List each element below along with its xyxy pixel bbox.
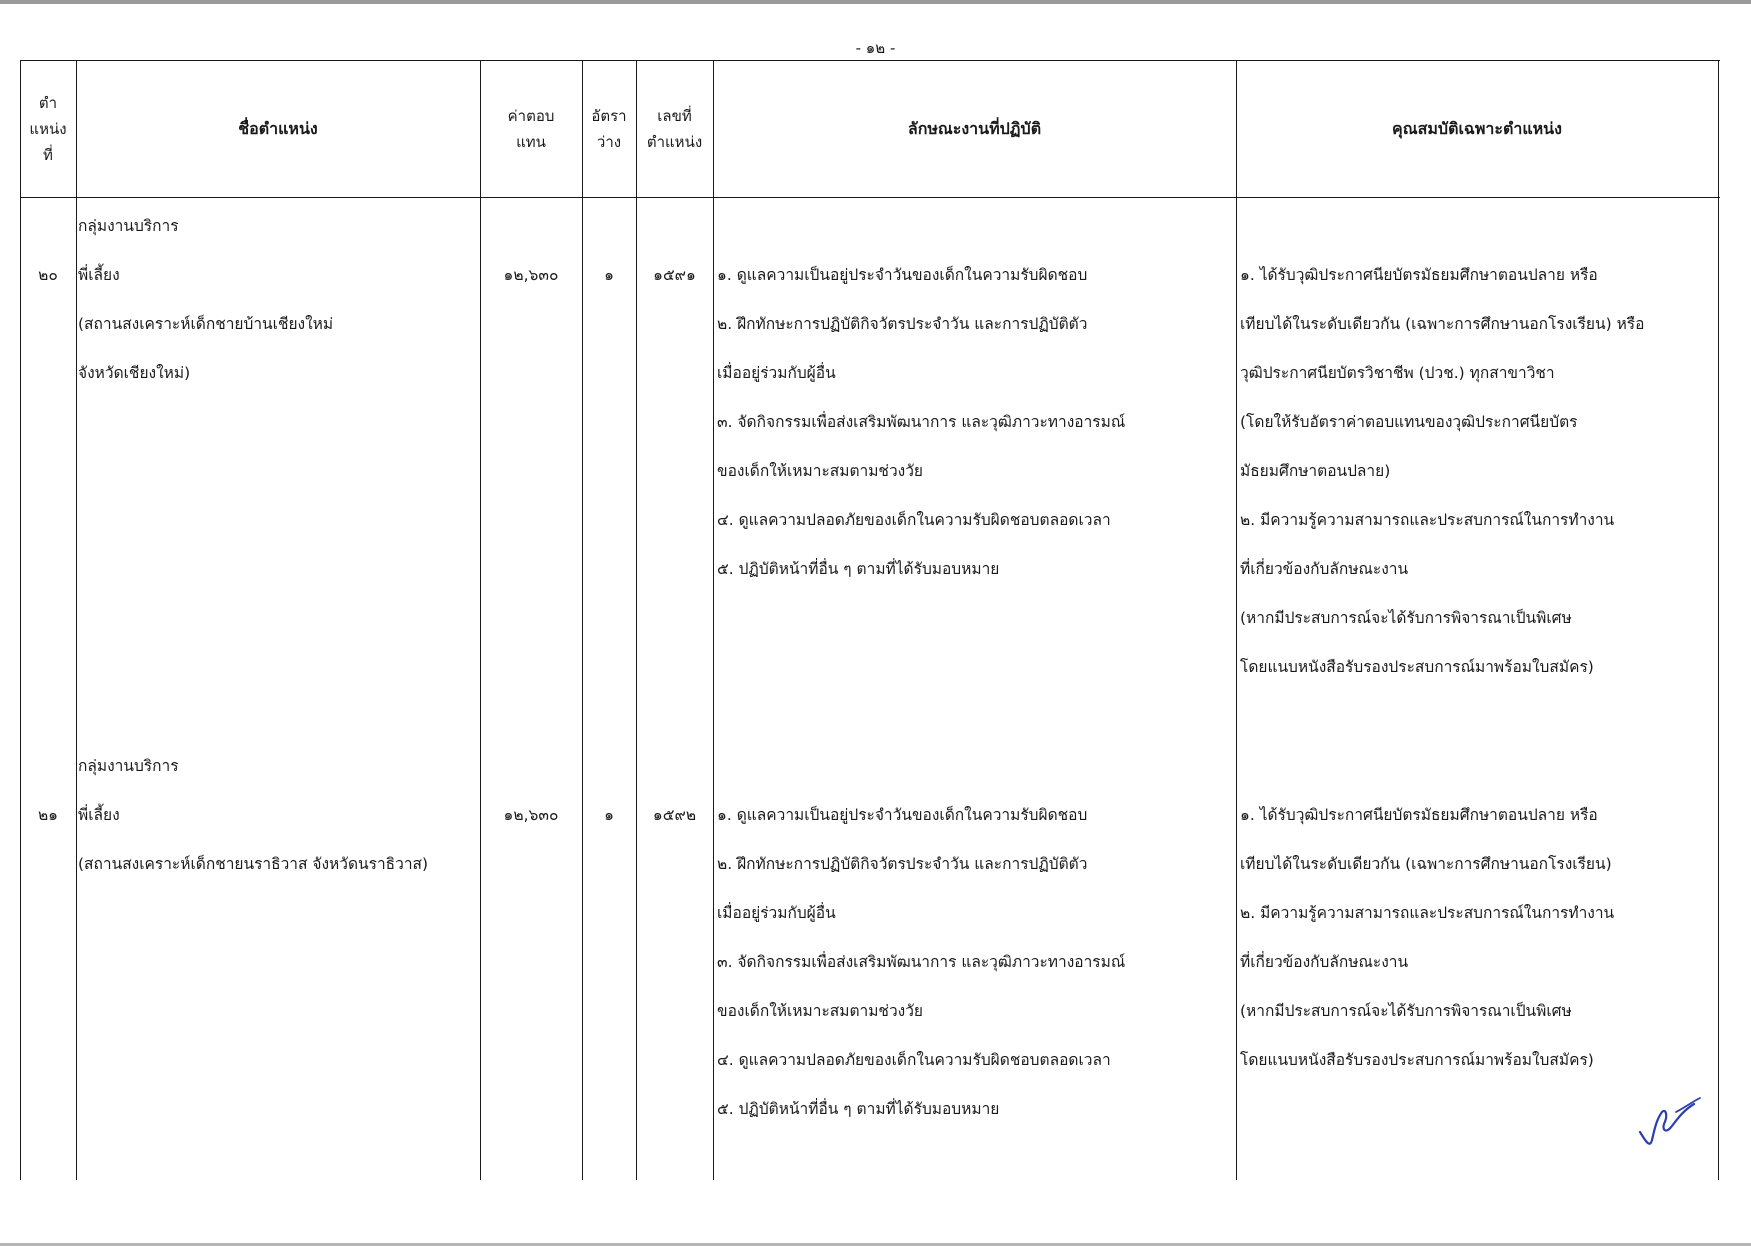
qualification-item: โดยแนบหนังสือรับรองประสบการณ์มาพร้อมใบสมัคร) xyxy=(1240,658,1594,676)
header-pay-line: แทน xyxy=(516,132,546,151)
header-pay xyxy=(480,60,582,197)
position-title: พี่เลี้ยง xyxy=(78,806,120,824)
header-divider xyxy=(20,197,1720,198)
duty-item: ๓. จัดกิจกรรมเพื่อส่งเสริมพัฒนาการ และวุฒิภาวะทางอารมณ์ xyxy=(717,953,1126,971)
duty-item: เมื่ออยู่ร่วมกับผู้อื่น xyxy=(717,904,836,922)
pay-amount: ๑๒,๖๓๐ xyxy=(503,806,559,824)
header-pay-line: ค่าตอบ xyxy=(507,106,555,125)
duty-item: ของเด็กให้เหมาะสมตามช่วงวัย xyxy=(717,462,924,480)
duty-item: ๒. ฝึกทักษะการปฏิบัติกิจวัตรประจำวัน และการปฏิบัติตัว xyxy=(717,315,1088,333)
duty-item: ๑. ดูแลความเป็นอยู่ประจำวันของเด็กในความรับผิดชอบ xyxy=(717,266,1088,284)
duty-item: ของเด็กให้เหมาะสมตามช่วงวัย xyxy=(717,1002,924,1020)
duty-item: ๕. ปฏิบัติหน้าที่อื่น ๆ ตามที่ได้รับมอบหมาย xyxy=(717,560,1000,578)
qualification-item: (โดยให้รับอัตราค่าตอบแทนของวุฒิประกาศนียบัตร xyxy=(1240,413,1578,431)
vacancy-count: ๑ xyxy=(604,806,614,824)
header-duties xyxy=(713,60,1236,197)
header-position-id-line: เลขที่ xyxy=(657,106,692,125)
header-vacancy-line: ว่าง xyxy=(596,132,622,151)
duty-item: ๒. ฝึกทักษะการปฏิบัติกิจวัตรประจำวัน และการปฏิบัติตัว xyxy=(717,855,1088,873)
header-position-id xyxy=(636,60,713,197)
position-title: พี่เลี้ยง xyxy=(78,266,120,284)
header-position-no-line: ที่ xyxy=(43,145,53,164)
qualification-item: มัธยมศึกษาตอนปลาย) xyxy=(1240,462,1391,480)
job-group: กลุ่มงานบริการ xyxy=(78,217,179,235)
header-position-no-line: ตำ xyxy=(38,93,58,112)
qualification-item: ๑. ได้รับวุฒิประกาศนียบัตรมัธยมศึกษาตอนปลาย หรือ xyxy=(1240,266,1598,284)
qualification-item: เทียบได้ในระดับเดียวกัน (เฉพาะการศึกษานอกโรงเรียน) หรือ xyxy=(1240,315,1645,333)
qualification-item: เทียบได้ในระดับเดียวกัน (เฉพาะการศึกษานอกโรงเรียน) xyxy=(1240,855,1612,873)
pay-amount: ๑๒,๖๓๐ xyxy=(503,266,559,284)
qualification-item: วุฒิประกาศนียบัตรวิชาชีพ (ปวช.) ทุกสาขาวิชา xyxy=(1240,364,1555,382)
duties-list xyxy=(717,791,1125,1134)
duty-item: เมื่ออยู่ร่วมกับผู้อื่น xyxy=(717,364,836,382)
location-line: จังหวัดเชียงใหม่) xyxy=(78,364,191,382)
qualification-item: ๒. มีความรู้ความสามารถและประสบการณ์ในการทำงาน xyxy=(1240,904,1615,922)
header-vacancy xyxy=(582,60,636,197)
position-id: ๑๕๙๑ xyxy=(653,266,696,284)
header-position-name xyxy=(76,60,480,197)
scan-edge-top xyxy=(0,0,1751,4)
table-row xyxy=(20,202,1720,692)
position-no: ๒๐ xyxy=(38,266,58,284)
position-location xyxy=(78,300,333,398)
duty-item: ๔. ดูแลความปลอดภัยของเด็กในความรับผิดชอบตลอดเวลา xyxy=(717,1051,1111,1069)
duty-item: ๑. ดูแลความเป็นอยู่ประจำวันของเด็กในความรับผิดชอบ xyxy=(717,806,1088,824)
page-number: - ๑๒ - xyxy=(855,39,896,57)
vacancy-count: ๑ xyxy=(604,266,614,284)
qualification-item: ที่เกี่ยวข้องกับลักษณะงาน xyxy=(1240,953,1409,971)
qualification-item: ๒. มีความรู้ความสามารถและประสบการณ์ในการทำงาน xyxy=(1240,511,1615,529)
qualification-item: ที่เกี่ยวข้องกับลักษณะงาน xyxy=(1240,560,1409,578)
header-qualifications xyxy=(1236,60,1718,197)
position-location xyxy=(78,840,428,889)
duty-item: ๓. จัดกิจกรรมเพื่อส่งเสริมพัฒนาการ และวุฒิภาวะทางอารมณ์ xyxy=(717,413,1126,431)
qualification-item: โดยแนบหนังสือรับรองประสบการณ์มาพร้อมใบสมัคร) xyxy=(1240,1051,1594,1069)
position-id: ๑๕๙๒ xyxy=(652,806,697,824)
qualification-item: (หากมีประสบการณ์จะได้รับการพิจารณาเป็นพิเศษ xyxy=(1240,1002,1572,1020)
table-row xyxy=(20,742,1720,1162)
qualifications-list xyxy=(1240,251,1644,692)
position-no: ๒๑ xyxy=(37,806,59,824)
header-qualifications-label: คุณสมบัติเฉพาะตำแหน่ง xyxy=(1392,118,1562,138)
location-line: (สถานสงเคราะห์เด็กชายบ้านเชียงใหม่ xyxy=(78,315,334,333)
location-line: (สถานสงเคราะห์เด็กชายนราธิวาส จังหวัดนราธิวาส) xyxy=(78,855,429,873)
qualifications-list xyxy=(1240,791,1614,1085)
positions-table xyxy=(20,60,1720,1180)
header-duties-label: ลักษณะงานที่ปฏิบัติ xyxy=(907,118,1042,138)
duty-item: ๔. ดูแลความปลอดภัยของเด็กในความรับผิดชอบตลอดเวลา xyxy=(717,511,1111,529)
header-position-no xyxy=(20,60,76,197)
header-vacancy-line: อัตรา xyxy=(591,106,627,125)
duty-item: ๕. ปฏิบัติหน้าที่อื่น ๆ ตามที่ได้รับมอบหมาย xyxy=(717,1100,1000,1118)
header-position-no-line: แหน่ง xyxy=(29,119,67,138)
header-position-id-line: ตำแหน่ง xyxy=(646,132,703,151)
job-group: กลุ่มงานบริการ xyxy=(78,757,179,775)
duties-list xyxy=(717,251,1125,594)
qualification-item: (หากมีประสบการณ์จะได้รับการพิจารณาเป็นพิเศษ xyxy=(1240,609,1572,627)
handwritten-initials-signature xyxy=(1618,1082,1718,1152)
qualification-item: ๑. ได้รับวุฒิประกาศนียบัตรมัธยมศึกษาตอนปลาย หรือ xyxy=(1240,806,1598,824)
header-position-name-label: ชื่อตำแหน่ง xyxy=(238,118,318,138)
